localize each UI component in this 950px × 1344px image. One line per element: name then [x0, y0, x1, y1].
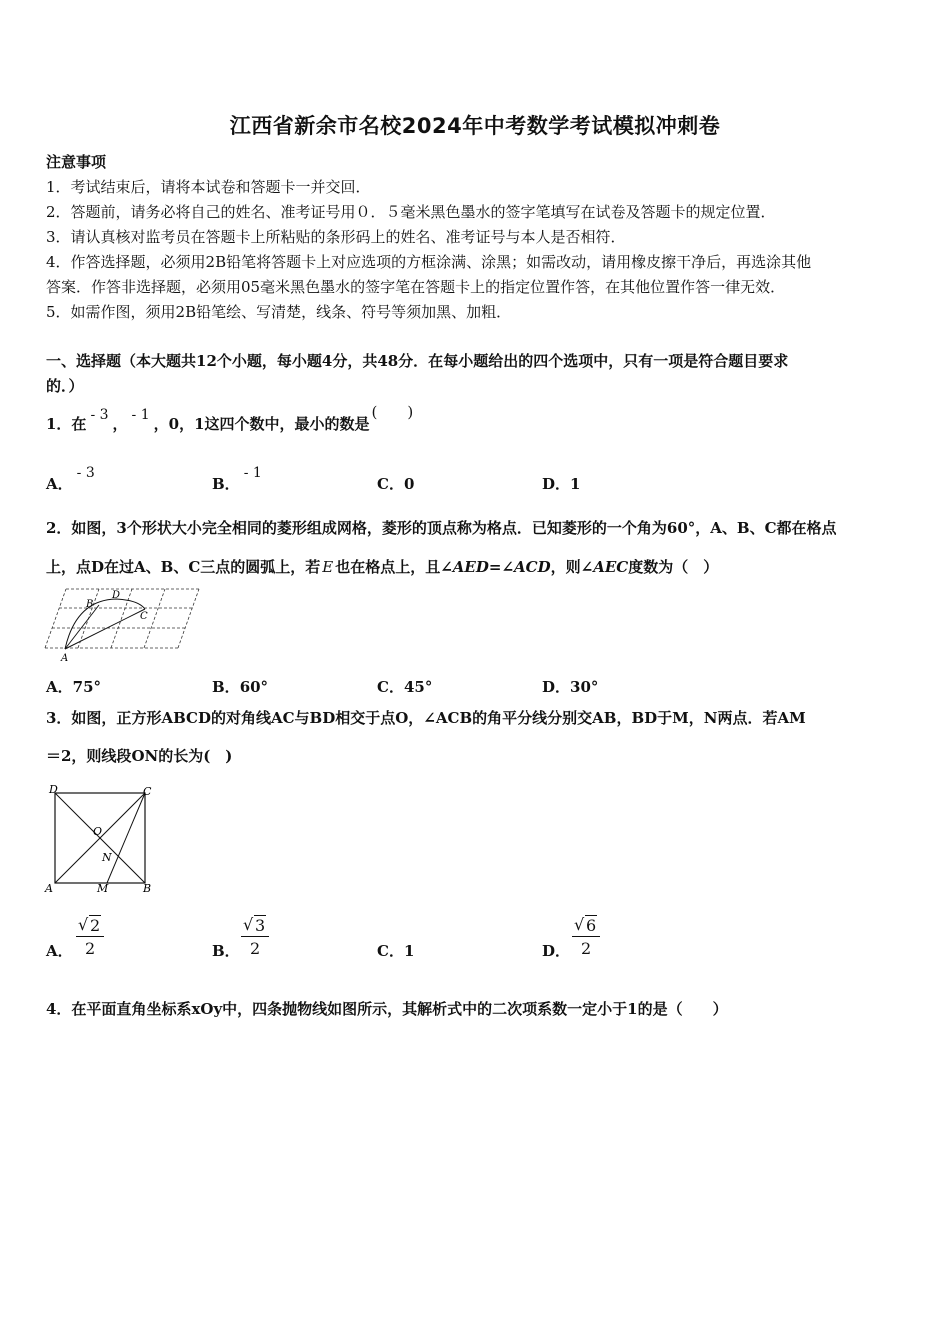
bisector-cm	[107, 793, 145, 883]
q3-option-d[interactable]	[542, 940, 570, 961]
notice-item: 4．作答选择题，必须用2B铅笔将答题卡上对应选项的方框涂满、涂黑；如需改动，请用橡皮擦干净后，再选涂其他	[46, 253, 812, 271]
q3-option-d-fraction	[572, 916, 600, 958]
option-value: 45°	[403, 678, 433, 696]
option-value: 60°	[239, 678, 269, 696]
option-label: B．	[212, 678, 240, 696]
option-value: 0	[403, 475, 415, 493]
q1-option-c[interactable]	[377, 473, 414, 494]
label-b: B	[86, 599, 94, 610]
q2-angle-aed: AED	[452, 558, 489, 576]
radicand: 6	[586, 916, 597, 935]
label-c: C	[143, 785, 152, 798]
option-value: - 1	[243, 465, 262, 481]
question-3-line2: ＝2，则线段ON的长为( )	[46, 747, 233, 765]
label-o: O	[93, 825, 103, 838]
q2-text: 也在格点上，且∠	[335, 558, 453, 576]
label-c: C	[140, 611, 148, 622]
label-a: A	[45, 882, 53, 895]
q1-number-b: - 1	[131, 407, 150, 423]
q2-option-a[interactable]	[46, 676, 101, 697]
label-n: N	[102, 851, 112, 864]
label-a: A	[61, 653, 69, 662]
page-title: 江西省新余市名校2024年中考数学考试模拟冲刺卷	[229, 114, 721, 138]
option-label: D．	[542, 678, 571, 696]
q3-option-b-fraction	[241, 916, 269, 958]
q2-angle-acd: ACD	[514, 558, 551, 576]
q2-point-e: E	[322, 558, 334, 576]
section-heading-cont: 的．）	[46, 377, 84, 395]
option-value: 1	[570, 475, 581, 493]
option-label: A．	[46, 942, 73, 960]
notice-item: 3．请认真核对监考员在答题卡上所粘贴的条形码上的姓名、准考证号与本人是否相符．	[46, 228, 626, 246]
q2-text: =∠	[488, 558, 515, 576]
denominator: 2	[250, 939, 261, 958]
option-value: 1	[403, 942, 415, 960]
q2-text: ，则∠	[550, 558, 594, 576]
option-label: A．	[46, 475, 73, 493]
option-value: 75°	[72, 678, 102, 696]
q1-option-d[interactable]	[542, 473, 580, 494]
q2-option-c[interactable]	[377, 676, 432, 697]
label-d: D	[49, 784, 58, 796]
q3-option-b[interactable]	[212, 940, 240, 961]
q2-text: 上，点D在过A、B、C三点的圆弧上，若	[46, 558, 321, 576]
option-label: B．	[212, 942, 240, 960]
option-label: A．	[46, 678, 73, 696]
q3-option-a-fraction	[76, 916, 104, 958]
radicand: 2	[90, 916, 101, 935]
option-value: 30°	[570, 678, 599, 696]
notice-item: 1．考试结束后，请将本试卷和答题卡一并交回．	[46, 178, 371, 196]
q2-text: 度数为（ ）	[628, 558, 719, 576]
label-m: M	[97, 882, 109, 895]
notice-item: 2．答题前，请务必将自己的姓名、准考证号用０．５毫米黑色墨水的签字笔填写在试卷及答题卡的规定位置．	[46, 203, 776, 221]
option-value: - 3	[76, 465, 95, 481]
question-2-line1: 2．如图，3个形状大小完全相同的菱形组成网格，菱形的顶点称为格点．已知菱形的一个角为60°，A、B、C都在格点	[46, 519, 837, 537]
q1-rest: ，0，1这四个数中，最小的数是	[153, 415, 370, 433]
radicand: 3	[255, 916, 266, 935]
option-label: C．	[377, 475, 404, 493]
q2-option-d[interactable]	[542, 676, 598, 697]
label-d: D	[112, 590, 121, 601]
denominator: 2	[581, 939, 592, 958]
q1-number-a: - 3	[90, 407, 109, 423]
q1-answer-blank: ( )	[371, 403, 414, 421]
section-heading: 一、选择题（本大题共12个小题，每小题4分，共48分．在每小题给出的四个选项中，只有一项是符合题目要求	[46, 352, 789, 370]
question-4-line1: 4．在平面直角坐标系xOy中，四条抛物线如图所示，其解析式中的二次项系数一定小于1的是（ ）	[46, 1000, 728, 1018]
q3-square-figure	[44, 784, 156, 896]
question-2-line2	[46, 557, 718, 577]
option-label: C．	[377, 942, 404, 960]
label-b: B	[143, 882, 152, 895]
notice-heading: 注意事项	[46, 153, 107, 171]
q2-rhombus-grid-figure	[44, 586, 204, 662]
segment-ab	[65, 605, 99, 649]
question-3-line1: 3．如图，正方形ABCD的对角线AC与BD相交于点O，∠ACB的角平分线分别交AB，BD于M，N两点．若AM	[46, 709, 806, 727]
q1-option-b[interactable]	[212, 465, 262, 494]
arc-through-abc	[65, 599, 145, 649]
q1-prefix: 1．在	[46, 415, 87, 433]
denominator: 2	[85, 939, 96, 958]
segment-ac	[65, 609, 145, 649]
option-label: D．	[542, 942, 571, 960]
q3-option-a[interactable]	[46, 940, 73, 961]
option-label: C．	[377, 678, 404, 696]
question-1	[46, 403, 414, 435]
option-label: D．	[542, 475, 571, 493]
notice-item: 答案．作答非选择题，必须用05毫米黑色墨水的签字笔在答题卡上的指定位置作答，在其他位置作答一律无效．	[46, 278, 786, 296]
q1-sep: ，	[112, 415, 128, 433]
q2-option-b[interactable]	[212, 676, 268, 697]
q3-option-c[interactable]	[377, 940, 414, 961]
option-label: B．	[212, 475, 240, 493]
q2-angle-aec: AEC	[593, 558, 629, 576]
q1-option-a[interactable]	[46, 465, 95, 494]
notice-item: 5．如需作图，须用2B铅笔绘、写清楚，线条、符号等须加黑、加粗．	[46, 303, 512, 321]
